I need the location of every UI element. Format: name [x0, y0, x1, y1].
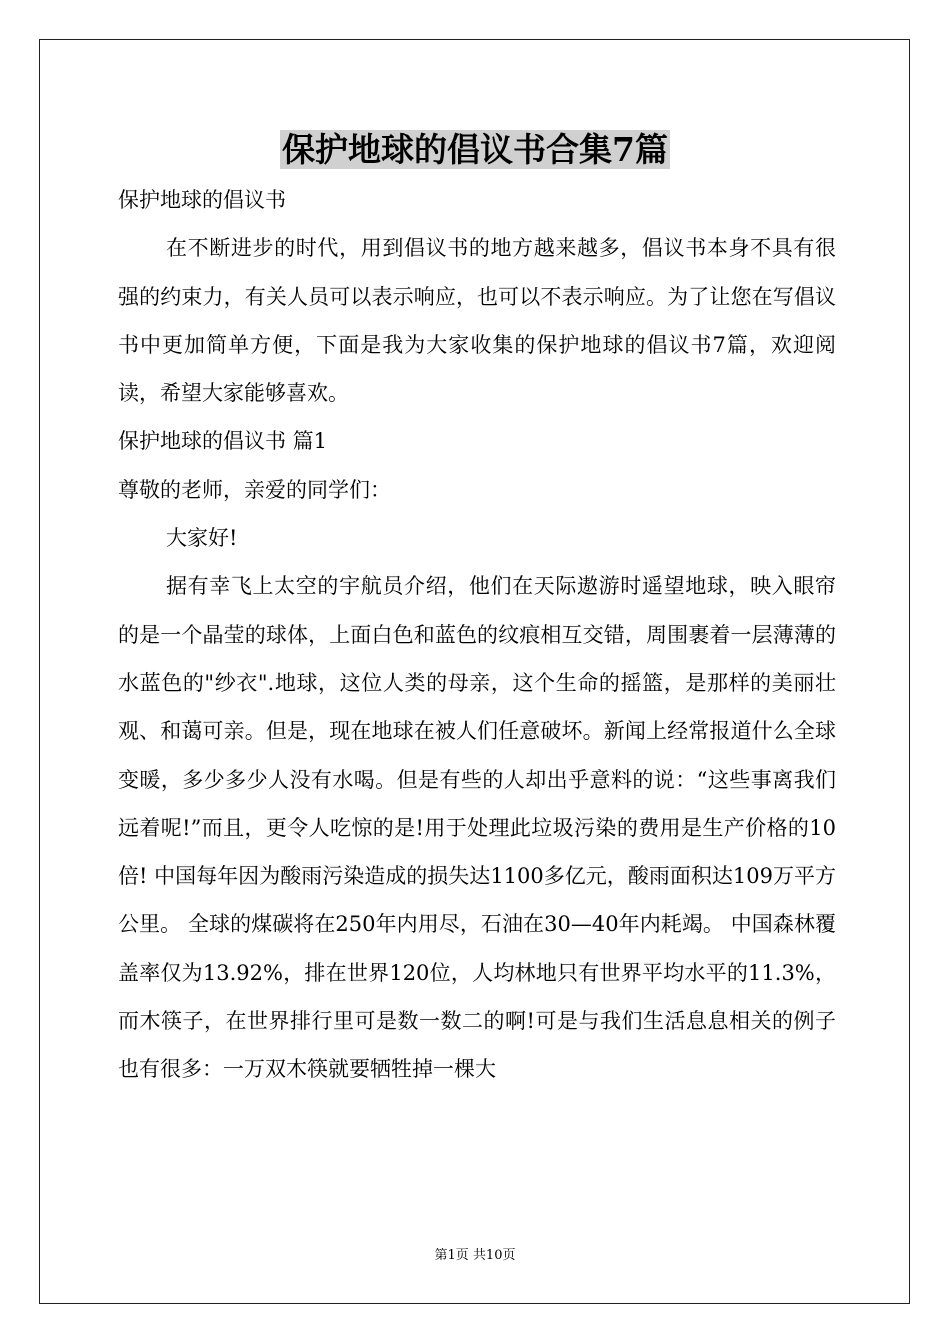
- article-heading: 保护地球的倡议书 篇1: [118, 429, 328, 454]
- document-body: [118, 176, 836, 1094]
- page-footer: 第1页 共10页: [434, 1248, 516, 1263]
- section-heading: 保护地球的倡议书: [118, 188, 286, 212]
- salutation: 尊敬的老师，亲爱的同学们：: [118, 477, 391, 502]
- body-paragraph: 据有幸飞上太空的宇航员介绍，他们在天际遨游时遥望地球，映入眼帘的是一个晶莹的球体，上面白色和蓝色的纹痕相互交错，周围裹着一层薄薄的水蓝色的"纱衣".地球，这位人类的母亲，这个生命的摇篮，是那样的美丽壮观、和蔼可亲。但是，现在地球在被人们任意破坏。新闻上经常报道什么全球变暖，多少多少人没有水喝。但是有些的人却出乎意料的说：“这些事离我们远着呢!”而且，更令人吃惊的是!用于处理此垃圾污染的费用是生产价格的10倍! 中国每年因为酸雨污染造成的损失达1100多亿元，酸雨面积达109万平方公里。 全球的煤碳将在250年内用尽，石油在30—40年内耗竭。 中国森林覆盖率仅为13.92%，排在世界120位，人均林地只有世界平均水平的11.3%，而木筷子，在世界排行里可是数一数二的啊!可是与我们生活息息相关的例子也有很多：一万双木筷就要牺牲掉一棵大: [118, 574, 836, 1082]
- document-title-text: 保护地球的倡议书合集7篇: [282, 130, 668, 169]
- greeting: 大家好!: [166, 526, 238, 551]
- intro-paragraph: 在不断进步的时代，用到倡议书的地方越来越多，倡议书本身不具有很强的约束力，有关人员可以表示响应，也可以不表示响应。为了让您在写倡议书中更加简单方便，下面是我为大家收集的保护地球的倡议书7篇，欢迎阅读，希望大家能够喜欢。: [118, 236, 836, 406]
- document-title: [0, 128, 950, 172]
